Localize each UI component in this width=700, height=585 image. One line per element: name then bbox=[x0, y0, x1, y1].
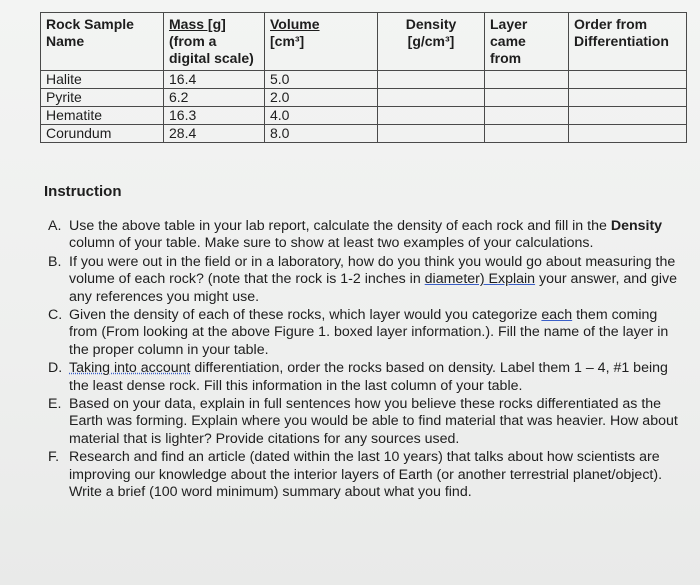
table-header-row bbox=[41, 13, 687, 71]
cell-density bbox=[378, 71, 485, 89]
cell-order bbox=[569, 89, 687, 107]
instruction-item-a: A. Use the above table in your lab report, calculate the density of each rock and fill in the Density column of your table. Make sure to show at least two examples of your calculations. bbox=[48, 218, 663, 252]
cell-volume: 5.0 bbox=[265, 71, 378, 89]
instruction-item-c: C. Given the density of each of these rocks, which layer would you categorize each them coming from (From looking at the above Figure 1. boxed layer information.). Fill the name of the layer in the proper column in your table. bbox=[48, 307, 669, 358]
cell-order bbox=[569, 125, 687, 143]
cell-mass: 28.4 bbox=[164, 125, 265, 143]
cell-mass: 16.4 bbox=[164, 71, 265, 89]
item-letter: A. bbox=[48, 218, 62, 234]
header-volume: Volume [cm³] bbox=[265, 13, 378, 71]
table-row bbox=[41, 125, 687, 143]
instruction-item-e: E. Based on your data, explain in full sentences how you believe these rocks differentiated as the Earth was forming. Explain where you would be able to find material that was heavier. How about material that is lighter? Provide citations for any sources used. bbox=[48, 396, 678, 447]
spellcheck-underline[interactable]: diameter) Explain bbox=[424, 271, 536, 288]
cell-volume: 2.0 bbox=[265, 89, 378, 107]
cell-rock-name: Corundum bbox=[41, 125, 164, 143]
header-rock-sample-name: Rock Sample Name bbox=[41, 13, 164, 71]
cell-volume: 4.0 bbox=[265, 107, 378, 125]
cell-order bbox=[569, 107, 687, 125]
item-letter: B. bbox=[48, 253, 62, 270]
table-row bbox=[41, 89, 687, 107]
table-row bbox=[41, 71, 687, 89]
cell-volume: 8.0 bbox=[265, 125, 378, 143]
cell-rock-name: Hematite bbox=[41, 107, 164, 125]
cell-order bbox=[569, 71, 687, 89]
cell-layer bbox=[485, 71, 569, 89]
cell-mass: 16.3 bbox=[164, 107, 265, 125]
item-letter: E. bbox=[48, 396, 62, 413]
instruction-item-d: D. Taking into account differentiation, order the rocks based on density. Label them 1 – 4, #1 being the least dense rock. Fill this information in the last column of your table. bbox=[48, 360, 668, 394]
cell-density bbox=[378, 125, 485, 143]
cell-rock-name: Pyrite bbox=[41, 89, 164, 107]
header-order-from-differentiation: Order from Differentiation bbox=[569, 13, 687, 71]
cell-layer bbox=[485, 125, 569, 143]
instruction-item-f: F. Research and find an article (dated within the last 10 years) that talks about how scientists are improving our knowledge about the interior layers of Earth (or another terrestrial planet/object). Write a brief (100 word minimum) summary about what you find. bbox=[48, 449, 663, 501]
cell-density bbox=[378, 107, 485, 125]
spellcheck-underline[interactable]: each bbox=[541, 307, 573, 324]
header-layer-came-from: Layer came from bbox=[485, 13, 569, 71]
instruction-heading: Instruction bbox=[44, 183, 122, 200]
cell-layer bbox=[485, 89, 569, 107]
cell-layer bbox=[485, 107, 569, 125]
instruction-item-b: B. If you were out in the field or in a laboratory, how do you think you would go about measuring the volume of each rock? (note that the rock is 1-2 inches in diameter) Explain your answer, and give any references you might use. bbox=[48, 253, 678, 305]
spellcheck-underline[interactable]: Taking into account bbox=[69, 360, 191, 377]
item-letter: C. bbox=[48, 307, 63, 324]
header-density: Density [g/cm³] bbox=[378, 13, 485, 71]
cell-density bbox=[378, 89, 485, 107]
cell-mass: 6.2 bbox=[164, 89, 265, 107]
rock-sample-table bbox=[40, 12, 687, 143]
item-letter: D. bbox=[48, 360, 63, 377]
table-row bbox=[41, 107, 687, 125]
cell-rock-name: Halite bbox=[41, 71, 164, 89]
instruction-list bbox=[40, 218, 680, 503]
header-mass: Mass [g] (from a digital scale) bbox=[164, 13, 265, 71]
item-letter: F. bbox=[48, 449, 60, 466]
